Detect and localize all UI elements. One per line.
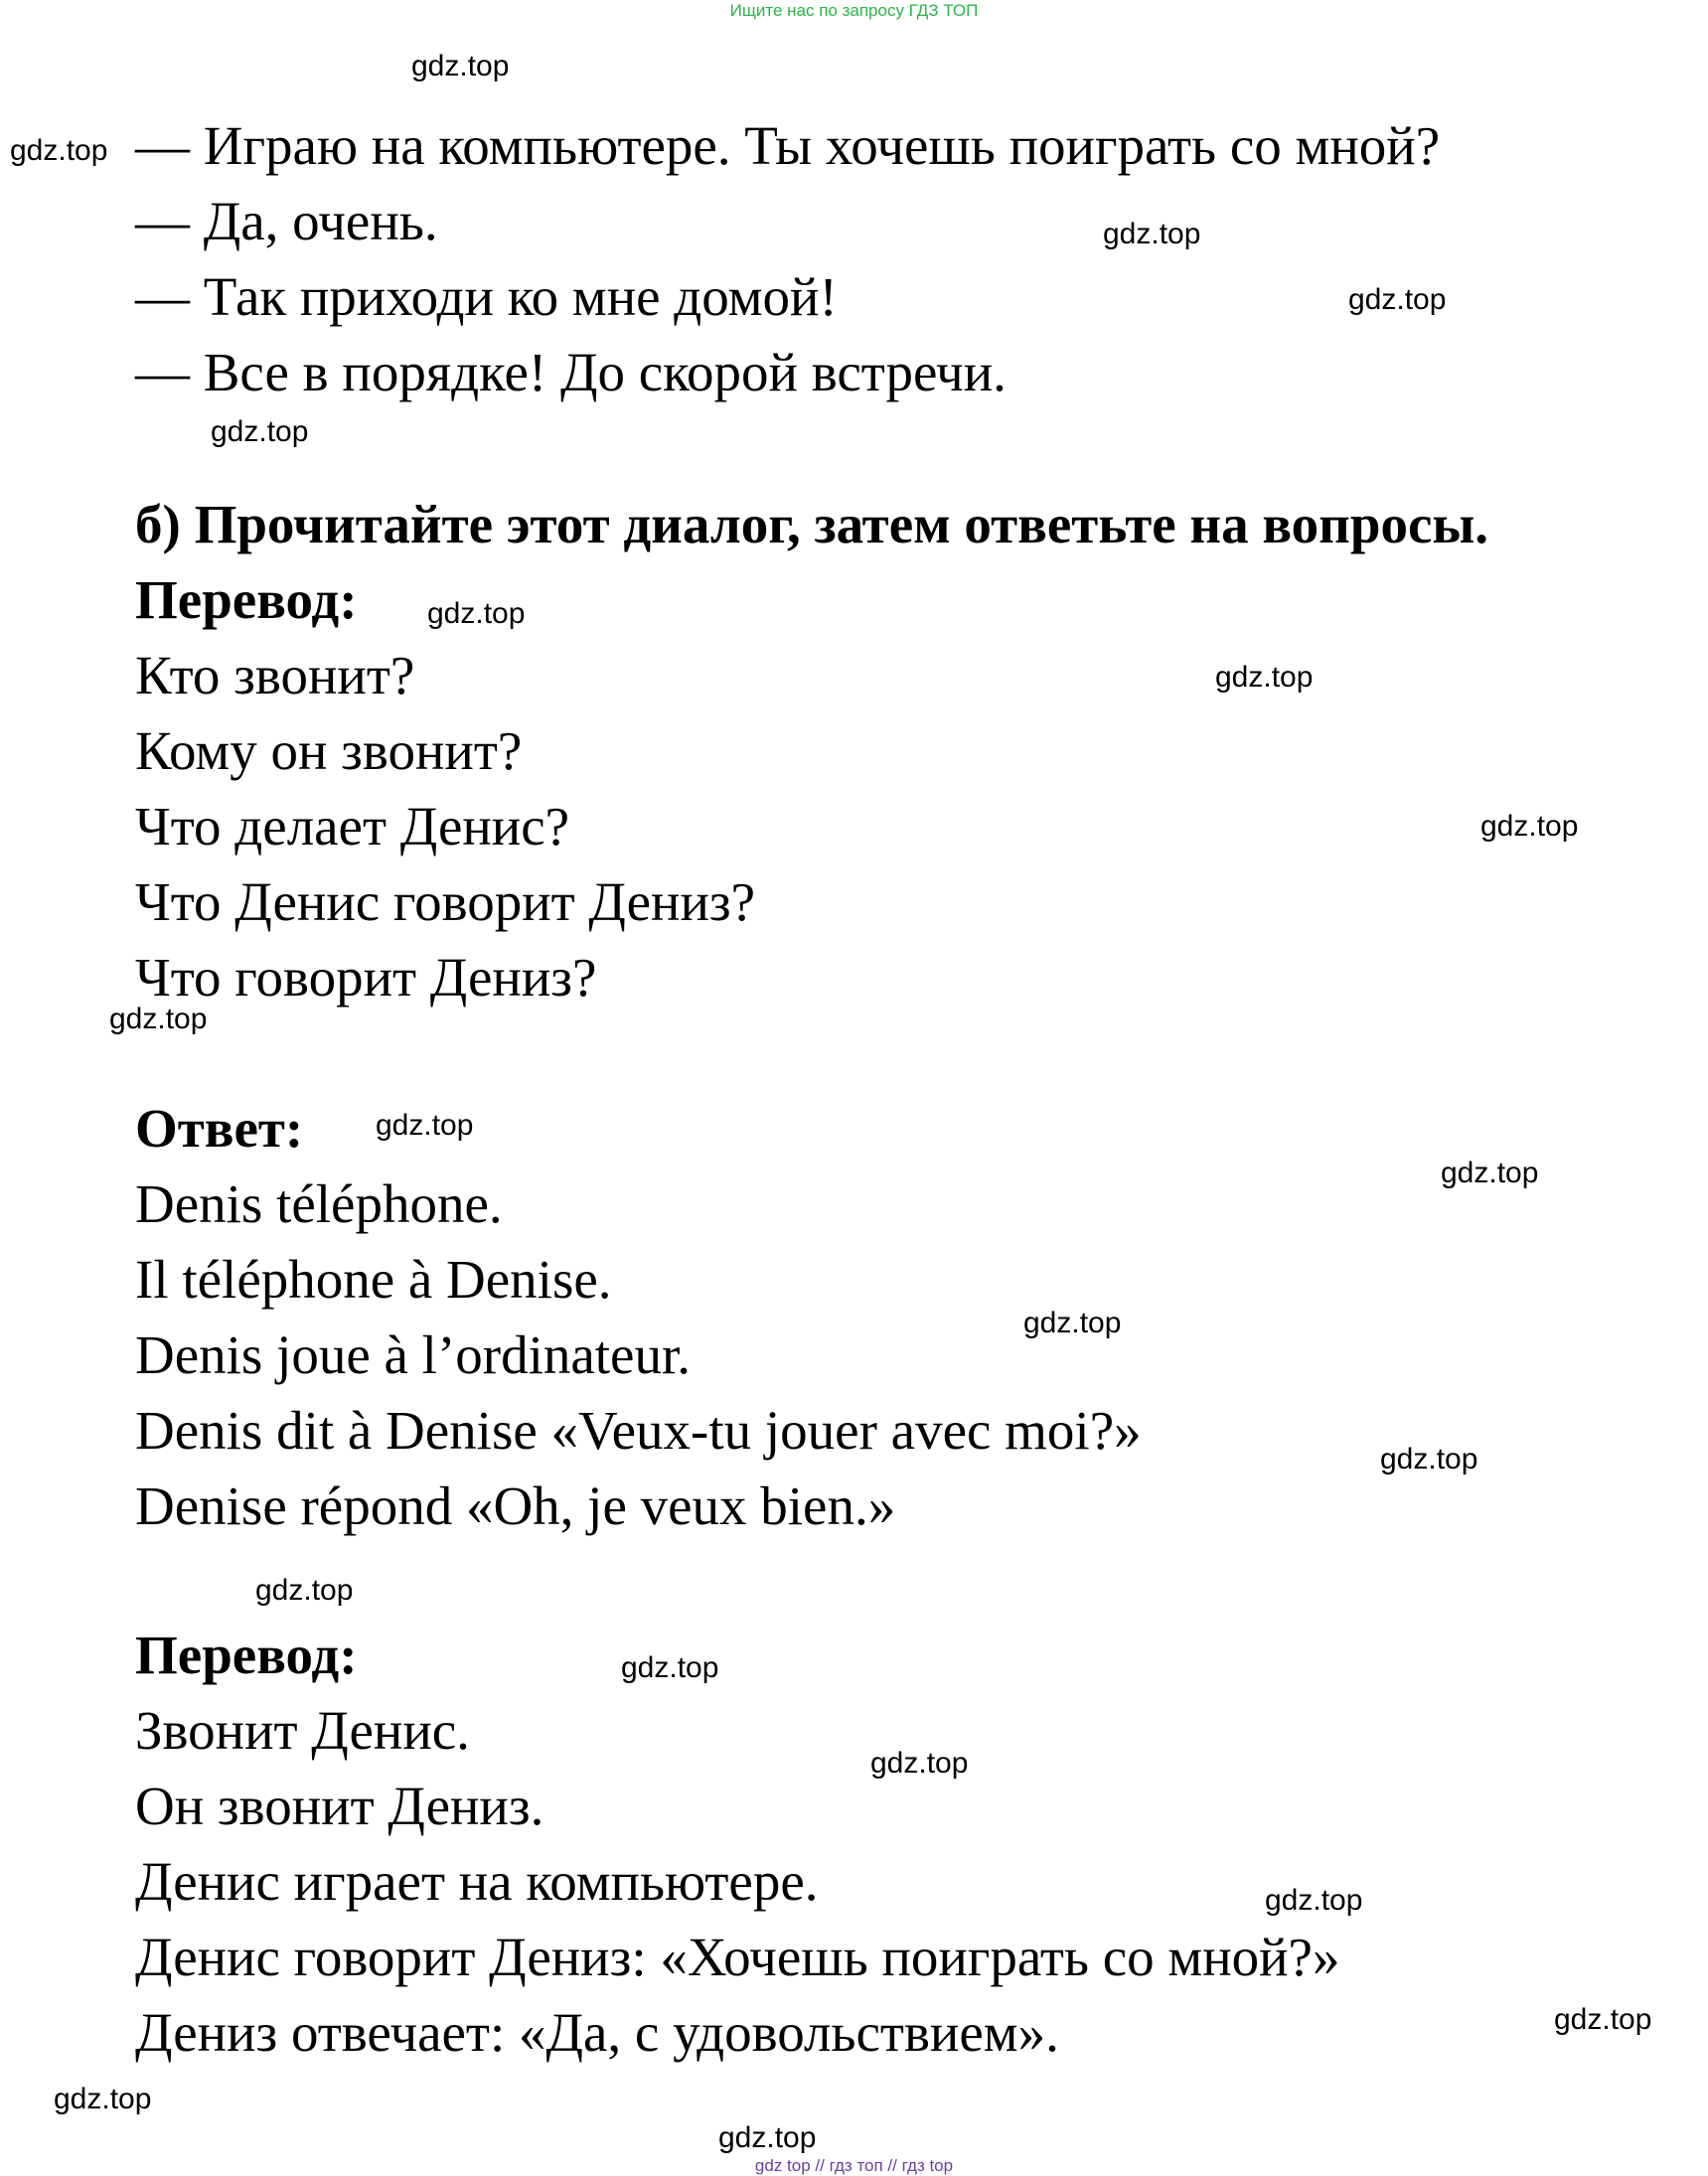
footer: gdz top // гдз топ // гдз top xyxy=(754,2156,954,2175)
watermark: gdz.top xyxy=(1480,810,1579,843)
question-line: Кому он звонит? xyxy=(135,720,523,781)
answer-line: Denis téléphone. xyxy=(135,1173,503,1234)
watermark: gdz.top xyxy=(870,1747,969,1780)
watermark: gdz.top xyxy=(211,415,309,448)
watermark: gdz.top xyxy=(718,2121,817,2154)
watermark: gdz.top xyxy=(376,1109,474,1142)
translation-label: Перевод: xyxy=(135,569,358,630)
question-line: Что Денис говорит Дениз? xyxy=(135,871,756,932)
question-line: Кто звонит? xyxy=(135,645,415,705)
answer-line: Denise répond «Oh, je veux bien.» xyxy=(135,1476,896,1536)
question-line: Что делает Денис? xyxy=(135,796,570,856)
translation-line: Денис говорит Дениз: «Хочешь поиграть со мной?» xyxy=(135,1927,1340,1987)
watermark: gdz.top xyxy=(1380,1443,1478,1476)
dialog-line: — Так приходи ко мне домой! xyxy=(135,266,838,327)
answer-line: Il téléphone à Denise. xyxy=(135,1249,612,1310)
translation-line: Дениз отвечает: «Да, с удовольствием». xyxy=(135,2002,1059,2063)
watermark: gdz.top xyxy=(54,2083,152,2115)
dialog-line: — Все в порядке! До скорой встречи. xyxy=(135,342,1007,402)
watermark: gdz.top xyxy=(10,134,108,167)
translation-line: Он звонит Дениз. xyxy=(135,1776,544,1836)
watermark: gdz.top xyxy=(427,597,526,630)
dialog-line: — Играю на компьютере. Ты хочешь поиграть со мной? xyxy=(135,115,1441,176)
watermark: gdz.top xyxy=(411,50,510,82)
translation-line: Денис играет на компьютере. xyxy=(135,1851,819,1912)
watermark: gdz.top xyxy=(1441,1157,1539,1189)
watermark: gdz.top xyxy=(1103,218,1201,250)
task-heading: б) Прочитайте этот диалог, затем ответьте на вопросы. xyxy=(135,494,1489,554)
watermark: gdz.top xyxy=(1265,1884,1363,1917)
dialog-line: — Да, очень. xyxy=(135,191,438,251)
watermark: gdz.top xyxy=(1215,661,1314,694)
translation-line: Звонит Денис. xyxy=(135,1700,470,1761)
answer-line: Denis dit à Denise «Veux-tu jouer avec moi?» xyxy=(135,1400,1142,1461)
watermark: gdz.top xyxy=(109,1003,208,1035)
answer-line: Denis joue à l’ordinateur. xyxy=(135,1324,691,1385)
watermark: gdz.top xyxy=(621,1651,719,1684)
translation-label: Перевод: xyxy=(135,1625,358,1685)
question-line: Что говорит Дениз? xyxy=(135,947,597,1008)
watermark: gdz.top xyxy=(1554,2003,1652,2036)
answer-label: Ответ: xyxy=(135,1098,304,1159)
top-banner: Ищите нас по запросу ГДЗ ТОП xyxy=(729,1,979,20)
watermark: gdz.top xyxy=(1348,283,1447,316)
watermark: gdz.top xyxy=(255,1574,354,1607)
watermark: gdz.top xyxy=(1023,1307,1122,1339)
